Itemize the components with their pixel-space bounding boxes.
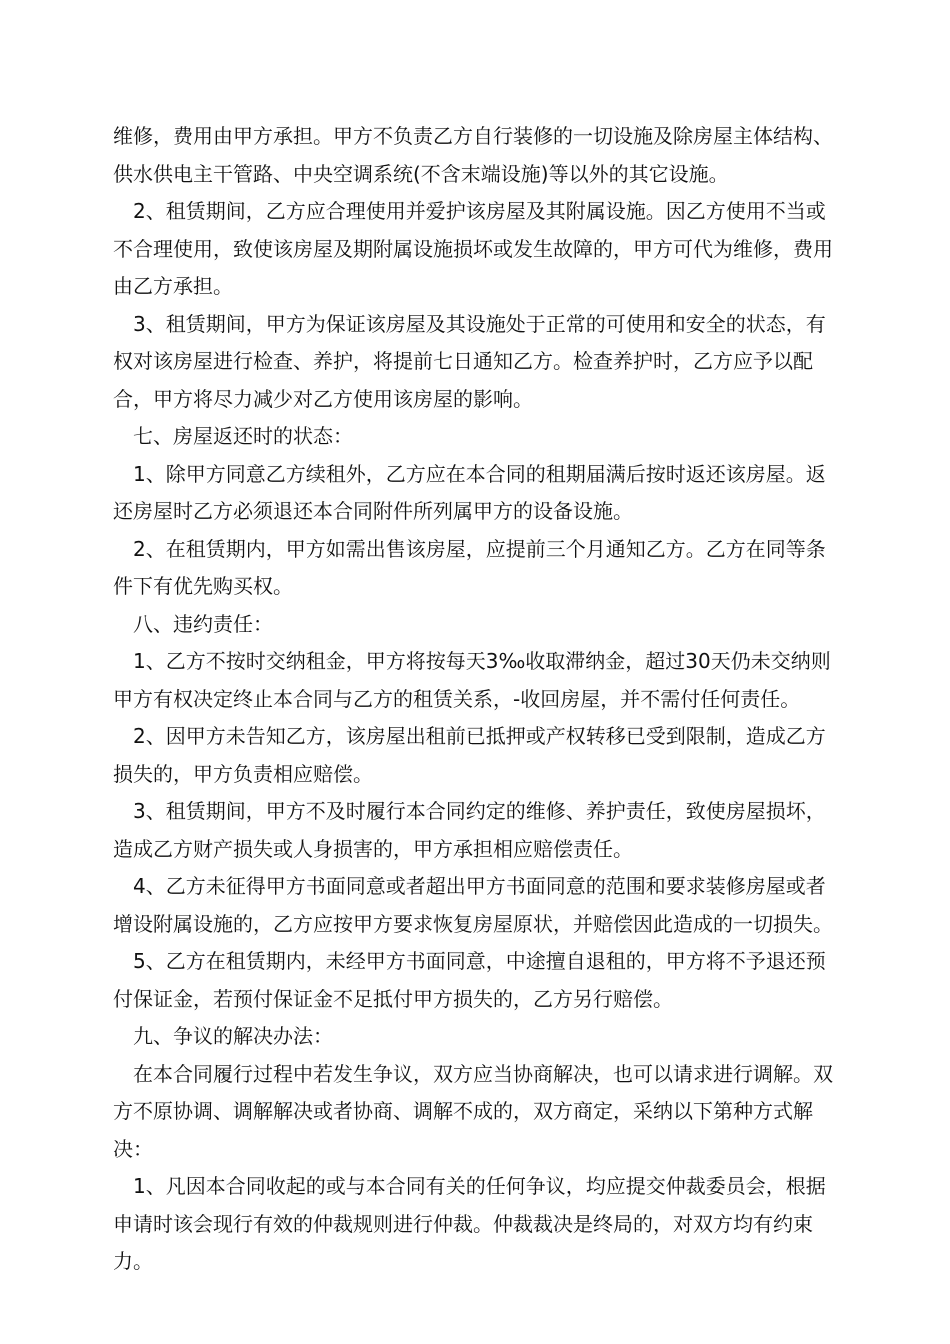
paragraph-11: 4、乙方未征得甲方书面同意或者超出甲方书面同意的范围和要求装修房屋或者增设附属设施的，乙方应按甲方要求恢复房屋原状，并赔偿因此造成的一切损失。 bbox=[113, 874, 833, 936]
document-body bbox=[113, 118, 837, 1281]
paragraph-5: 1、除甲方同意乙方续租外，乙方应在本合同的租期届满后按时返还该房屋。返还房屋时乙方必须退还本合同附件所列属甲方的设备设施。 bbox=[113, 461, 826, 523]
paragraph-1: 维修，费用由甲方承担。甲方不负责乙方自行装修的一切设施及除房屋主体结构、供水供电主干管路、中央空调系统(不含末端设施)等以外的其它设施。 bbox=[113, 124, 833, 186]
paragraph-12: 5、乙方在租赁期内，未经甲方书面同意，中途擅自退租的，甲方将不予退还预付保证金，若预付保证金不足抵付甲方损失的，乙方另行赔偿。 bbox=[113, 949, 826, 1011]
paragraph-10: 3、租赁期间，甲方不及时履行本合同约定的维修、养护责任，致使房屋损坏，造成乙方财产损失或人身损害的，甲方承担相应赔偿责任。 bbox=[113, 799, 826, 861]
section-heading-9: 九、争议的解决办法： bbox=[133, 1024, 333, 1048]
paragraph-9: 2、因甲方未告知乙方，该房屋出租前已抵押或产权转移已受到限制，造成乙方损失的，甲方负责相应赔偿。 bbox=[113, 724, 826, 786]
paragraph-8: 1、乙方不按时交纳租金，甲方将按每天3‰收取滞纳金，超过30天仍未交纳则甲方有权决定终止本合同与乙方的租赁关系，-收回房屋，并不需付任何责任。 bbox=[113, 649, 831, 711]
paragraph-14: 在本合同履行过程中若发生争议，双方应当协商解决，也可以请求进行调解。双方不原协调、调解解决或者协商、调解不成的，双方商定，采纳以下第种方式解决： bbox=[113, 1061, 833, 1161]
section-heading-7: 七、房屋返还时的状态： bbox=[133, 424, 353, 448]
section-heading-8: 八、违约责任： bbox=[133, 611, 273, 636]
paragraph-3: 3、租赁期间，甲方为保证该房屋及其设施处于正常的可使用和安全的状态，有权对该房屋进行检查、养护，将提前七日通知乙方。检查养护时，乙方应予以配合，甲方将尽力减少对乙方使用该房屋的影响。 bbox=[113, 311, 826, 411]
paragraph-6: 2、在租赁期内，甲方如需出售该房屋，应提前三个月通知乙方。乙方在同等条件下有优先购买权。 bbox=[113, 536, 826, 598]
paragraph-15: 1、凡因本合同收起的或与本合同有关的任何争议，均应提交仲裁委员会，根据申请时该会现行有效的仲裁规则进行仲裁。仲裁裁决是终局的，对双方均有约束力。 bbox=[113, 1174, 826, 1273]
paragraph-2: 2、租赁期间，乙方应合理使用并爱护该房屋及其附属设施。因乙方使用不当或不合理使用，致使该房屋及期附属设施损坏或发生故障的，甲方可代为维修，费用由乙方承担。 bbox=[113, 199, 833, 298]
